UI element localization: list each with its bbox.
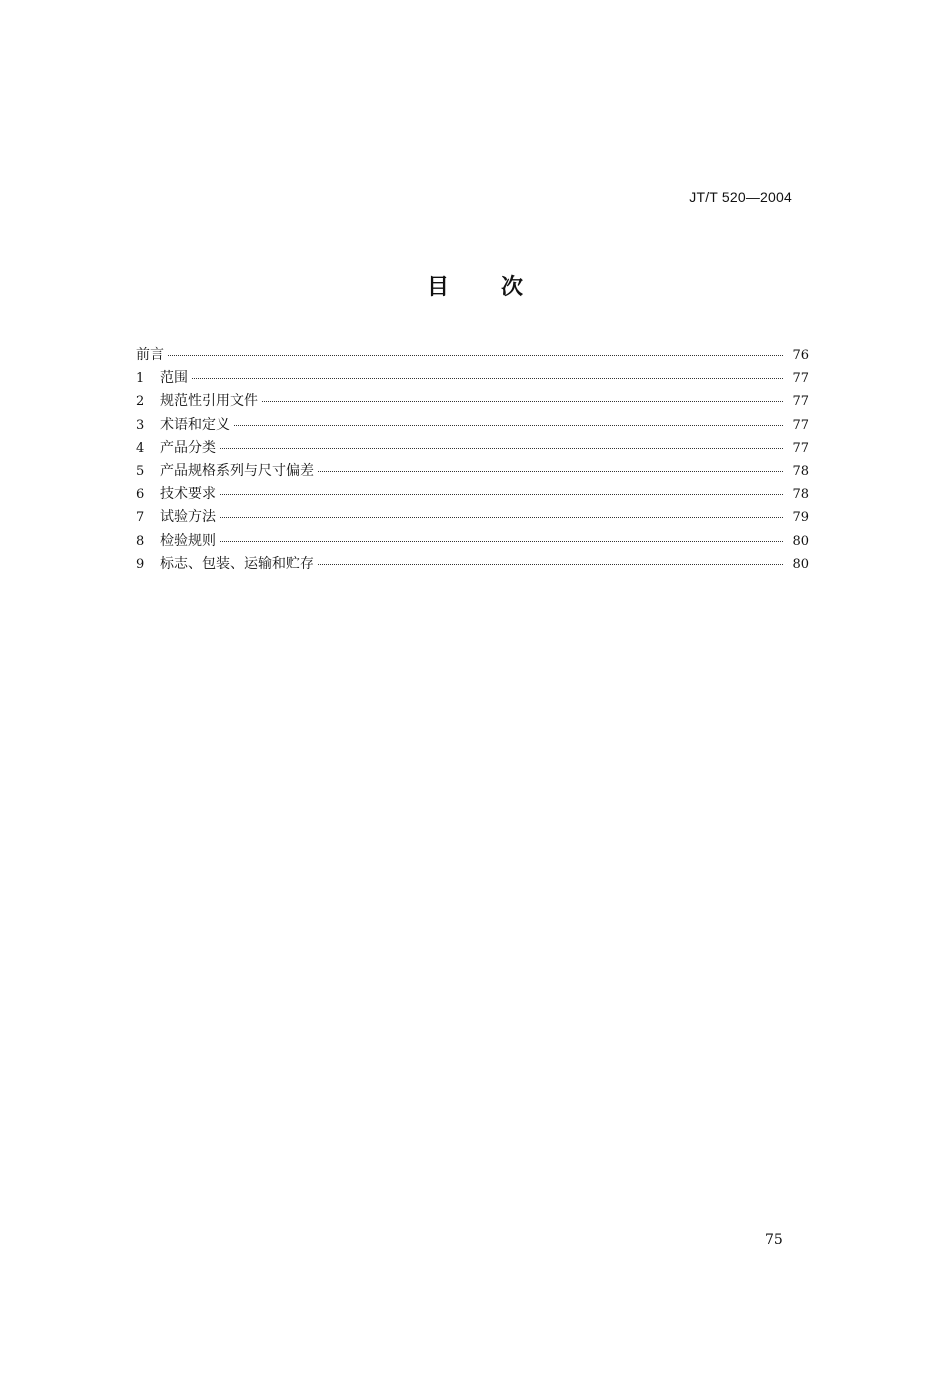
- toc-item-number: 1: [136, 371, 145, 387]
- toc-item-number: 4: [136, 440, 145, 456]
- page-number: 75: [765, 1232, 783, 1248]
- toc-item-page: 77: [792, 440, 809, 456]
- toc-item-number: 2: [136, 394, 145, 410]
- toc-leader-dots: [220, 516, 783, 518]
- title-char-1: 目: [426, 275, 449, 300]
- toc-item-page: 80: [792, 533, 809, 549]
- toc-item-4[interactable]: [136, 437, 809, 460]
- toc-item-number: 7: [136, 510, 145, 526]
- toc-item-page: 79: [792, 510, 809, 526]
- toc-item-9[interactable]: [136, 553, 809, 576]
- toc-item-text: 标志、包装、运输和贮存: [160, 555, 314, 572]
- toc-item-5[interactable]: [136, 460, 809, 483]
- toc-leader-dots: [234, 424, 783, 426]
- toc-item-text: 术语和定义: [160, 416, 230, 433]
- toc-item-page: 77: [792, 417, 809, 433]
- toc-item-6[interactable]: [136, 483, 809, 506]
- toc-item-number: 6: [136, 487, 145, 503]
- toc-item-foreword[interactable]: [136, 344, 809, 367]
- toc-item-page: 77: [792, 371, 809, 387]
- toc-item-number: 3: [136, 417, 145, 433]
- standard-code: JT/T 520—2004: [689, 189, 792, 205]
- toc-leader-dots: [220, 447, 783, 449]
- toc-item-3[interactable]: [136, 414, 809, 437]
- toc-item-text: 产品分类: [160, 439, 216, 456]
- toc-leader-dots: [262, 400, 783, 402]
- toc-item-text: 前言: [136, 347, 164, 363]
- toc-item-page: 78: [792, 487, 809, 503]
- page-title: [0, 270, 950, 301]
- title-char-2: 次: [501, 275, 524, 300]
- toc-item-8[interactable]: [136, 530, 809, 553]
- toc-item-page: 80: [792, 556, 809, 572]
- toc-item-text: 产品规格系列与尺寸偏差: [160, 462, 314, 479]
- toc-item-2[interactable]: [136, 390, 809, 413]
- toc-leader-dots: [220, 493, 783, 495]
- toc-item-text: 检验规则: [160, 532, 216, 549]
- toc-item-number: 5: [136, 463, 145, 479]
- toc-item-text: 技术要求: [160, 486, 216, 503]
- toc-leader-dots: [318, 470, 783, 472]
- toc-item-text: 范围: [160, 370, 188, 387]
- toc-item-number: 8: [136, 533, 145, 549]
- toc-item-7[interactable]: [136, 506, 809, 529]
- table-of-contents: [136, 344, 809, 576]
- toc-leader-dots: [192, 377, 783, 379]
- toc-item-number: 9: [136, 556, 145, 572]
- toc-leader-dots: [168, 354, 783, 356]
- toc-item-page: 78: [792, 463, 809, 479]
- toc-leader-dots: [220, 540, 783, 542]
- toc-item-text: 规范性引用文件: [160, 393, 258, 410]
- toc-item-1[interactable]: [136, 367, 809, 390]
- toc-leader-dots: [318, 563, 783, 565]
- toc-item-text: 试验方法: [160, 509, 216, 526]
- toc-item-page: 76: [792, 348, 809, 363]
- toc-item-page: 77: [792, 394, 809, 410]
